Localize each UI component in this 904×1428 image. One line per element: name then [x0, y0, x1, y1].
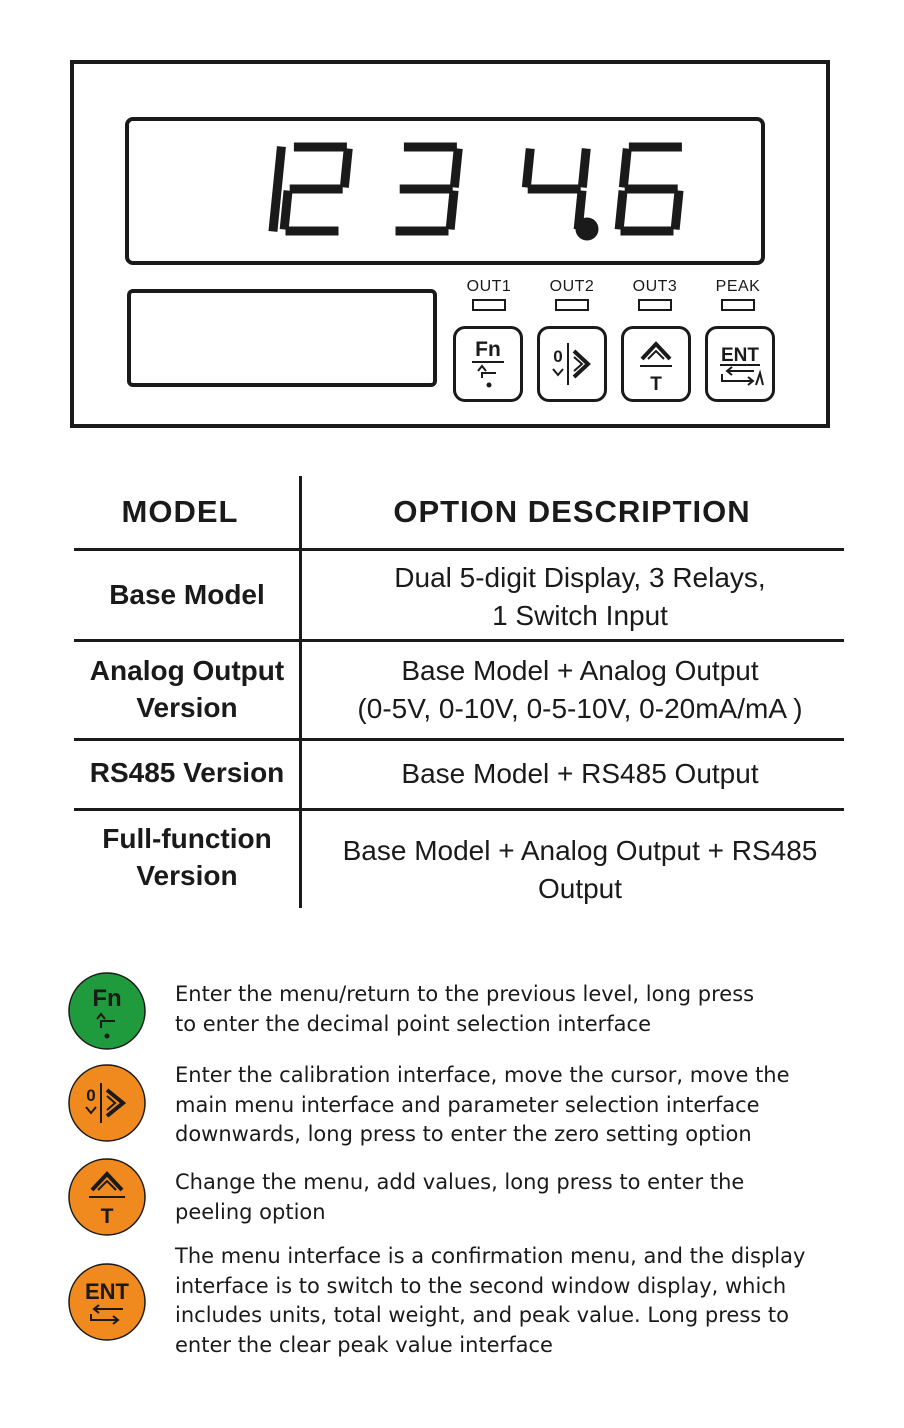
decimal-point — [580, 222, 594, 236]
column-header-description: OPTION DESCRIPTION — [393, 494, 751, 529]
description-line: Dual 5-digit Display, 3 Relays, — [394, 562, 766, 593]
description-line: (0-5V, 0-10V, 0-5-10V, 0-20mA/mA ) — [357, 693, 803, 724]
table-row-model — [74, 652, 300, 726]
legend-description — [175, 1242, 875, 1360]
display-segment-b — [455, 153, 458, 183]
indicator-lamp — [721, 299, 755, 311]
legend-line: The menu interface is a confirmation menu, and the display — [175, 1244, 806, 1268]
legend-line: Change the menu, add values, long press to enter the — [175, 1170, 745, 1194]
seven-segment-readout — [129, 121, 761, 261]
model-name: Version — [136, 692, 238, 723]
description-line: 1 Switch Input — [492, 600, 668, 631]
legend-line: enter the clear peak value interface — [175, 1332, 553, 1357]
main-display — [125, 117, 765, 265]
up-key[interactable] — [621, 326, 691, 402]
legend-line: Enter the calibration interface, move the cursor, move the — [175, 1063, 790, 1087]
indicator-lamp — [472, 299, 506, 311]
ent-key-icon — [67, 1262, 147, 1342]
indicator-lamp — [638, 299, 672, 311]
fn-key-icon — [456, 329, 520, 399]
legend-key-label: 0 — [86, 1086, 96, 1105]
fn-key-icon — [67, 971, 147, 1051]
ent-key[interactable] — [705, 326, 775, 402]
key-label: T — [650, 374, 662, 395]
row-divider — [74, 808, 844, 811]
key-label: ENT — [721, 345, 759, 366]
row-divider — [74, 738, 844, 741]
legend-line: main menu interface and parameter selection interface — [175, 1092, 760, 1117]
display-segment-c — [451, 195, 454, 225]
table-row-model — [74, 576, 300, 613]
legend-key-label: Fn — [92, 985, 122, 1012]
model-name: Full-function — [102, 823, 272, 854]
legend-line: Enter the menu/return to the previous level, long press — [175, 982, 755, 1006]
legend-description — [175, 980, 875, 1039]
model-name: Analog Output — [89, 655, 285, 686]
description-line: Base Model + RS485 Output — [401, 758, 759, 789]
row-divider — [74, 639, 844, 642]
legend-line: peeling option — [175, 1199, 326, 1224]
legend-key-label: ENT — [85, 1279, 129, 1304]
legend-description — [175, 1168, 875, 1227]
row-divider — [74, 548, 844, 551]
display-segment-f — [527, 153, 530, 183]
display-segment-b — [345, 153, 348, 183]
up-key-icon — [624, 329, 688, 399]
table-row-model — [74, 820, 300, 894]
table-row-model — [74, 754, 300, 791]
display-segment-bc — [273, 151, 281, 227]
model-name: RS485 Version — [89, 757, 285, 788]
table-row-description — [302, 832, 858, 908]
display-segment-b — [583, 153, 586, 183]
ent-key-icon — [708, 329, 772, 399]
indicator-label: PEAK — [715, 278, 761, 295]
legend-line: interface is to switch to the second window display, which — [175, 1273, 787, 1298]
indicator-out3 — [629, 278, 681, 311]
indicator-peak — [712, 278, 764, 311]
indicator-label: OUT2 — [549, 278, 595, 295]
legend-key-label: T — [100, 1205, 114, 1228]
model-name: Base Model — [109, 579, 265, 610]
legend-line: includes units, total weight, and peak value. Long press to — [175, 1303, 789, 1327]
indicator-lamp — [555, 299, 589, 311]
table-row-description — [302, 755, 858, 793]
key-label: Fn — [475, 338, 501, 361]
key-label: 0 — [553, 347, 563, 366]
legend-line: downwards, long press to enter the zero setting option — [175, 1122, 752, 1146]
shift-key-icon — [67, 1063, 147, 1143]
description-line: Base Model + Analog Output + RS485 — [342, 835, 818, 866]
description-line: Base Model + Analog Output — [401, 655, 759, 686]
indicator-label: OUT1 — [466, 278, 512, 295]
secondary-display — [127, 289, 437, 387]
device-front-panel — [70, 60, 830, 428]
indicator-out2 — [546, 278, 598, 311]
column-header-model: MODEL — [121, 494, 239, 529]
model-name: Version — [136, 860, 238, 891]
display-segment-e — [285, 195, 288, 225]
description-line: Output — [537, 873, 623, 904]
shift-key[interactable] — [537, 326, 607, 402]
table-row-description — [302, 559, 858, 635]
indicator-out1 — [463, 278, 515, 311]
display-segment-f — [624, 153, 627, 183]
indicator-label: OUT3 — [632, 278, 678, 295]
fn-key[interactable] — [453, 326, 523, 402]
table-row-description — [302, 652, 858, 728]
legend-description — [175, 1061, 875, 1150]
display-segment-c — [676, 195, 679, 225]
legend-line: to enter the decimal point selection interface — [175, 1011, 652, 1036]
display-segment-e — [620, 195, 623, 225]
shift-key-icon — [540, 329, 604, 399]
up-key-icon — [67, 1157, 147, 1237]
